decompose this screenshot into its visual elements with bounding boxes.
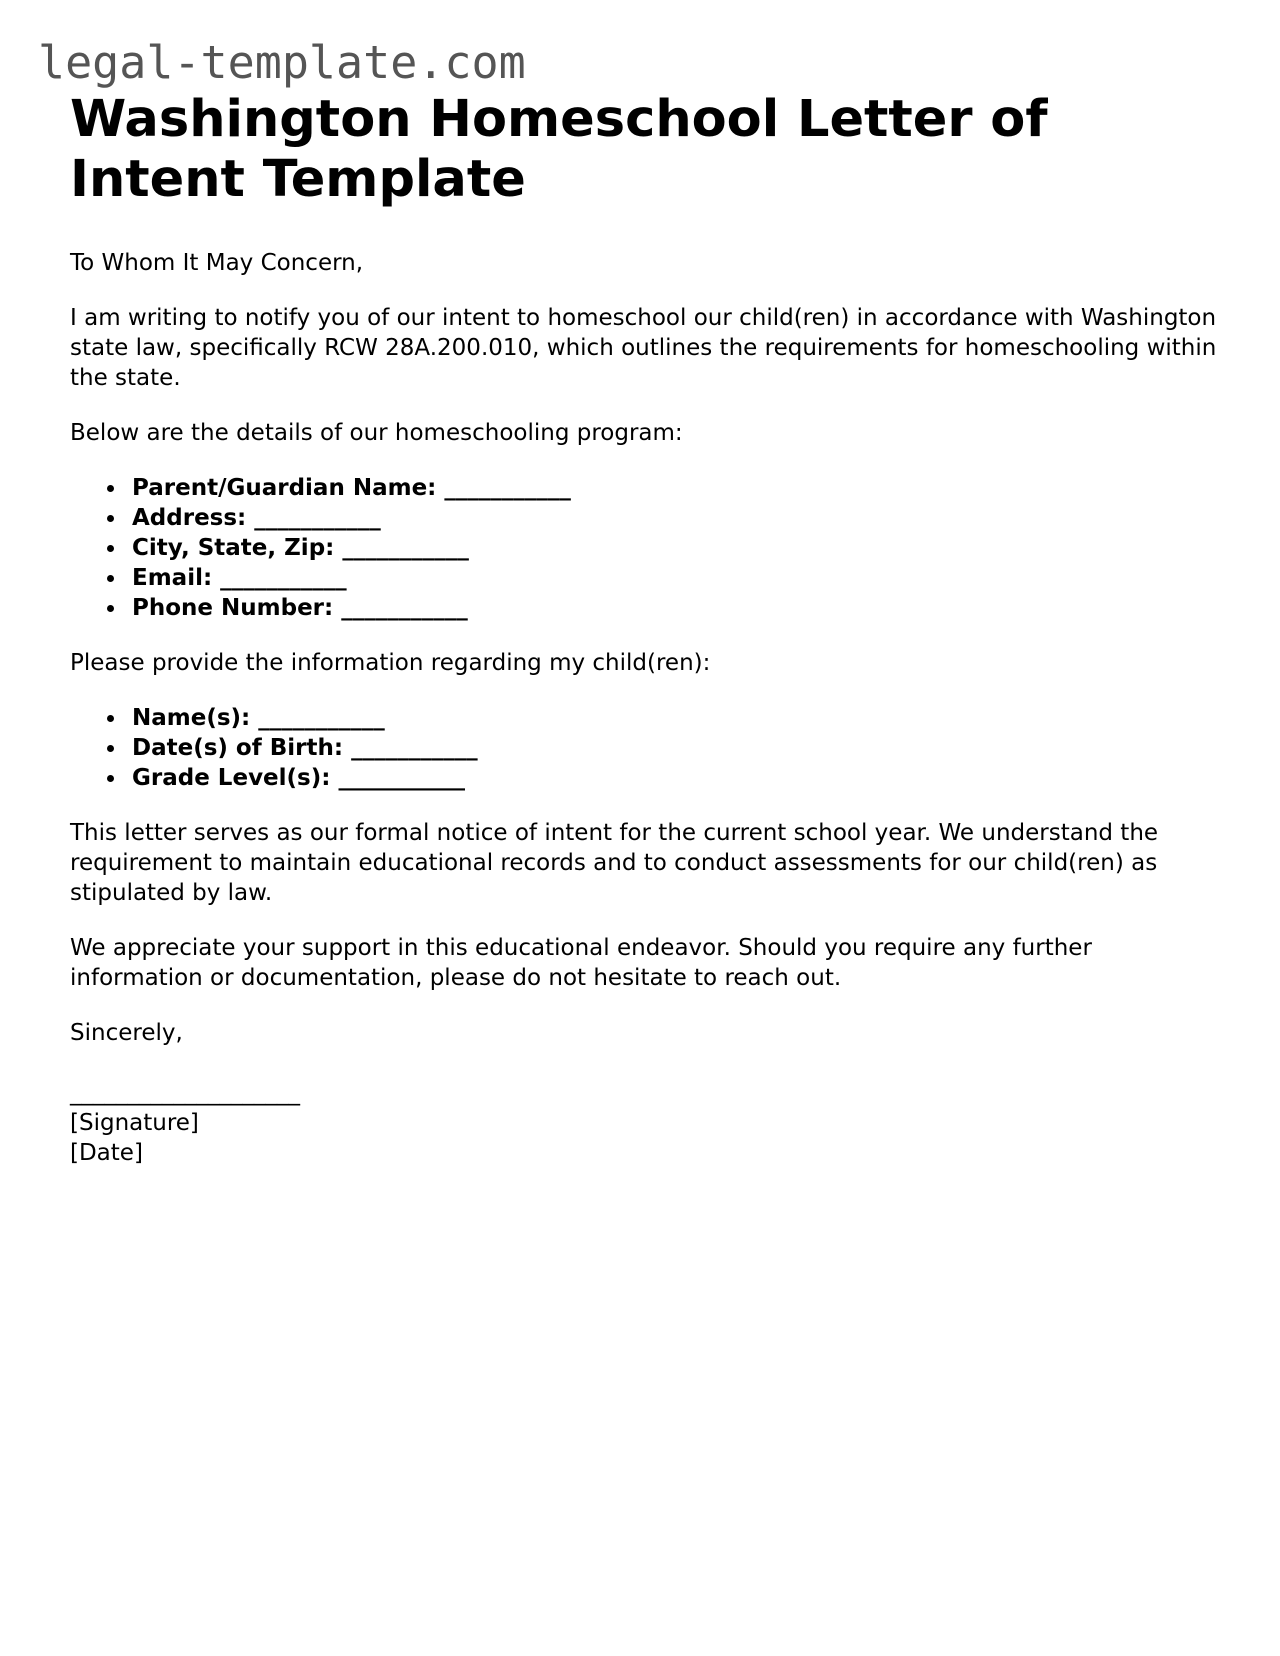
date-label: [Date]: [70, 1140, 143, 1166]
child-fields-list: [70, 703, 1230, 793]
parent-name-field: Parent/Guardian Name: ___________: [132, 473, 1230, 503]
appreciation-paragraph: We appreciate your support in this educational endeavor. Should you require any further information or documentation, please do not hesitate to reach out.: [70, 935, 1092, 991]
closing: Sincerely,: [70, 1020, 183, 1046]
email-field: Email: ___________: [132, 563, 1230, 593]
intro-paragraph: I am writing to notify you of our intent to homeschool our child(ren) in accordance with Washington state law, specifically RCW 28A.200.010, which outlines the requirements for homeschooling within the state.: [70, 305, 1217, 391]
child-birthdates-field: Date(s) of Birth: ___________: [132, 733, 1230, 763]
page-title: Washington Homeschool Letter of Intent Template: [70, 90, 1048, 209]
signature-label: [Signature]: [70, 1110, 199, 1136]
children-intro: Please provide the information regarding my child(ren):: [70, 650, 711, 676]
greeting: To Whom It May Concern,: [70, 250, 364, 276]
address-field: Address: ___________: [132, 503, 1230, 533]
child-grade-levels-field: Grade Level(s): ___________: [132, 763, 1230, 793]
parent-fields-list: [70, 473, 1230, 623]
phone-number-field: Phone Number: ___________: [132, 593, 1230, 623]
program-intro: Below are the details of our homeschooling program:: [70, 420, 683, 446]
watermark: legal-template.com: [38, 36, 526, 89]
notice-paragraph: This letter serves as our formal notice of intent for the current school year. We understand the requirement to maintain educational records and to conduct assessments for our child(ren) as stipulated by law.: [70, 820, 1159, 906]
child-names-field: Name(s): ___________: [132, 703, 1230, 733]
city-state-zip-field: City, State, Zip: ___________: [132, 533, 1230, 563]
signature-line: ____________________: [70, 1080, 300, 1106]
letter-document: [70, 90, 1230, 1168]
